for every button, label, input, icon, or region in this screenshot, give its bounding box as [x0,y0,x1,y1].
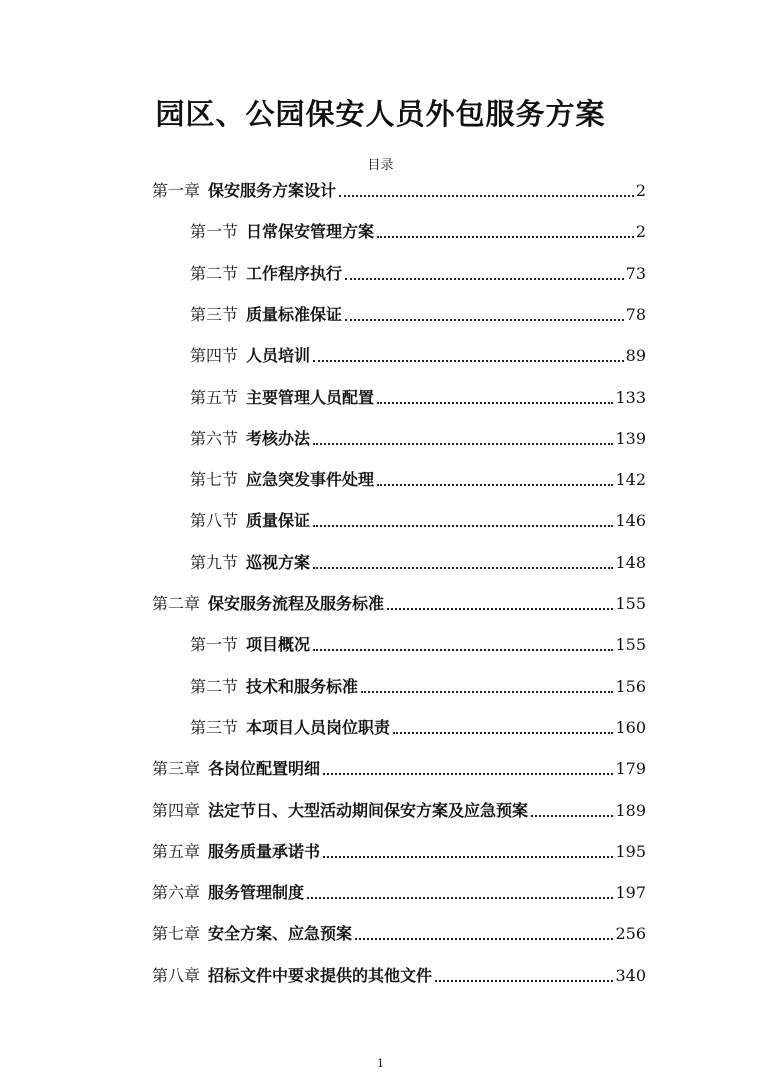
toc-entry-page: 148 [615,552,646,572]
toc-entry-page: 133 [615,387,646,407]
toc-dot-leader [313,443,613,445]
toc-entry-number: 第三节 [190,717,239,737]
toc-entry-page: 2 [635,181,646,200]
toc-entry-section[interactable] [190,709,646,739]
toc-entry-page: 189 [615,800,646,820]
toc-entry-page: 139 [615,428,646,448]
toc-dot-leader [323,856,613,858]
toc-entry-title: 考核办法 [246,428,311,448]
toc-dot-leader [345,278,624,280]
toc-entry-chapter[interactable] [152,833,646,863]
toc-entry-page: 256 [615,924,646,944]
toc-dot-leader [307,897,613,899]
toc-entry-title: 巡视方案 [246,552,311,572]
toc-entry-title: 技术和服务标准 [246,676,359,696]
toc-entry-number: 第八章 [152,965,201,985]
toc-entry-page: 73 [625,263,646,283]
toc-entry-number: 第二章 [152,594,201,613]
toc-dot-leader [339,195,634,197]
toc-entry-title: 日常保安管理方案 [246,222,375,242]
toc-entry-number: 第二节 [190,263,239,283]
toc-entry-title: 服务管理制度 [208,883,305,903]
toc-entry-section[interactable] [190,337,646,367]
toc-entry-number: 第九节 [190,552,239,572]
toc-entry-title: 工作程序执行 [246,263,343,283]
toc-entry-number: 第八节 [190,511,239,531]
toc-entry-page: 197 [615,883,646,903]
toc-entry-number: 第五章 [152,841,201,861]
toc-entry-number: 第一章 [152,181,201,200]
toc-entry-number: 第六节 [190,428,239,448]
toc-dot-leader [531,815,613,817]
toc-entry-number: 第三章 [152,759,201,779]
toc-entry-title: 各岗位配置明细 [208,759,321,779]
toc-heading: 目录 [367,158,394,173]
toc-entry-title: 招标文件中要求提供的其他文件 [208,965,433,985]
toc-entry-chapter[interactable] [152,874,646,904]
toc-entry-chapter[interactable] [152,915,646,945]
toc-dot-leader [377,484,613,486]
toc-entry-section[interactable] [190,461,646,491]
toc-dot-leader [313,360,624,362]
toc-entry-number: 第二节 [190,676,239,696]
toc-entry-page: 179 [615,759,646,779]
toc-dot-leader [393,732,613,734]
toc-entry-section[interactable] [190,420,646,450]
toc-dot-leader [313,567,613,569]
toc-entry-title: 保安服务流程及服务标准 [208,594,385,613]
toc-entry-chapter[interactable] [152,750,646,780]
toc-dot-leader [377,236,634,238]
toc-dot-leader [355,938,613,940]
toc-entry-title: 保安服务方案设计 [208,181,337,200]
toc-entry-page: 78 [625,304,646,324]
toc-entry-chapter[interactable] [152,172,646,202]
page-number: 1 [377,1057,384,1070]
toc-entry-chapter[interactable] [152,792,646,822]
toc-entry-section[interactable] [190,213,646,243]
toc-entry-section[interactable] [190,626,646,656]
toc-dot-leader [387,608,613,610]
toc-entry-number: 第一节 [190,635,239,655]
toc-entry-number: 第三节 [190,304,239,324]
toc-entry-title: 人员培训 [246,346,311,366]
toc-entry-section[interactable] [190,255,646,285]
toc-entry-number: 第七节 [190,470,239,490]
toc-entry-title: 服务质量承诺书 [208,841,321,861]
toc-entry-page: 155 [615,594,646,613]
toc-entry-section[interactable] [190,379,646,409]
toc-entry-title: 本项目人员岗位职责 [246,717,391,737]
toc-entry-page: 156 [615,676,646,696]
toc-entry-page: 89 [625,346,646,366]
toc-entry-title: 项目概况 [246,635,311,655]
toc-entry-number: 第七章 [152,924,201,944]
toc-entry-title: 法定节日、大型活动期间保安方案及应急预案 [208,800,529,820]
toc-entry-title: 质量保证 [246,511,311,531]
toc-entry-page: 2 [635,222,646,242]
toc-entry-page: 340 [615,965,646,985]
toc-dot-leader [313,525,613,527]
toc-entry-title: 应急突发事件处理 [246,470,375,490]
toc-entry-title: 安全方案、应急预案 [208,924,353,944]
toc-entry-section[interactable] [190,668,646,698]
document-title: 园区、公园保安人员外包服务方案 [155,97,606,131]
toc-entry-page: 142 [615,470,646,490]
toc-entry-section[interactable] [190,502,646,532]
toc-dot-leader [361,691,613,693]
toc-entry-page: 160 [615,717,646,737]
toc-entry-page: 155 [615,635,646,655]
toc-entry-section[interactable] [190,544,646,574]
toc-dot-leader [435,980,613,982]
toc-entry-chapter[interactable] [152,585,646,615]
toc-entry-number: 第四节 [190,346,239,366]
toc-entry-page: 146 [615,511,646,531]
toc-dot-leader [323,773,613,775]
toc-dot-leader [377,402,613,404]
toc-entry-title: 质量标准保证 [246,304,343,324]
toc-entry-number: 第四章 [152,800,201,820]
toc-entry-section[interactable] [190,296,646,326]
toc-dot-leader [313,649,613,651]
toc-entry-page: 195 [615,841,646,861]
toc-dot-leader [345,319,624,321]
toc-entry-title: 主要管理人员配置 [246,387,375,407]
toc-entry-number: 第五节 [190,387,239,407]
toc-entry-number: 第六章 [152,883,201,903]
toc-entry-number: 第一节 [190,222,239,242]
toc-entry-chapter[interactable] [152,957,646,987]
